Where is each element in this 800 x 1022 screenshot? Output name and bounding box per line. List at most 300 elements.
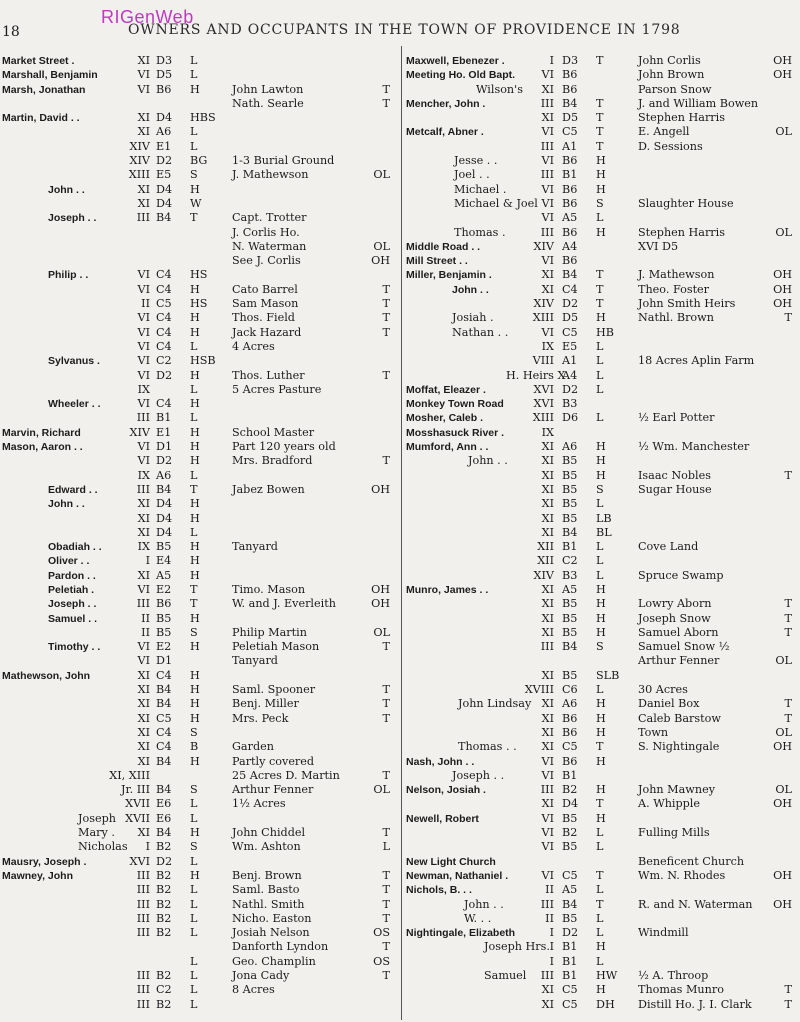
ward-number: XI (137, 754, 150, 768)
record-row (2, 326, 396, 340)
tenure-code: OH (371, 482, 390, 496)
plat-reference: A4 (562, 368, 578, 382)
occupant-name: Caleb Barstow (638, 711, 721, 725)
owner-name: Nelson, Josiah . (406, 784, 486, 797)
property-type: H (190, 182, 200, 196)
plat-reference: B4 (156, 482, 172, 496)
ward-number: VI (541, 254, 554, 268)
property-type: H (190, 82, 200, 96)
property-type: T (596, 125, 604, 139)
property-type: B (190, 740, 199, 754)
property-type: H (190, 683, 200, 697)
property-type: H (596, 697, 606, 711)
ward-number: IX (541, 425, 554, 439)
tenure-code: T (784, 597, 792, 611)
occupant-name: Capt. Trotter (232, 211, 307, 225)
property-type: HSB (190, 354, 216, 368)
property-type: H (190, 611, 200, 625)
owner-name: Martin, David . . (2, 112, 80, 125)
tenure-code: OL (373, 625, 390, 639)
ward-number: VI (541, 196, 554, 210)
plat-reference: B3 (562, 568, 578, 582)
tenure-code: T (382, 697, 390, 711)
record-row (406, 369, 798, 383)
record-row (2, 226, 396, 240)
ward-number: XII (537, 540, 554, 554)
record-row (406, 154, 798, 168)
occupant-name: Joseph Snow (638, 611, 711, 625)
occupant-name: Cato Barrel (232, 282, 298, 296)
property-type: W (190, 196, 202, 210)
ward-number: VI (541, 182, 554, 196)
occupant-name: Wm. Ashton (232, 840, 301, 854)
owner-name: Mosshasuck River . (406, 426, 505, 439)
record-row (2, 540, 396, 554)
owner-name: Joseph . . (48, 598, 97, 611)
ward-number: VI (541, 811, 554, 825)
property-type: L (596, 211, 604, 225)
plat-reference: E4 (156, 554, 172, 568)
plat-reference: B5 (156, 625, 172, 639)
record-row (406, 354, 798, 368)
owner-name: Timothy . . (48, 641, 101, 654)
ward-number: XVII (125, 811, 150, 825)
plat-reference: B5 (562, 454, 578, 468)
occupant-name: John Brown (638, 68, 705, 82)
record-row (406, 626, 798, 640)
owner-name: Moffat, Eleazer . (406, 383, 486, 396)
occupant-name: John Mawney (638, 783, 716, 797)
property-type: L (190, 139, 198, 153)
owner-name: Metcalf, Abner . (406, 126, 484, 139)
record-row (406, 483, 798, 497)
property-type: L (190, 897, 198, 911)
property-type: H (596, 454, 606, 468)
ward-number: I (549, 926, 554, 940)
ward-number: XI (137, 683, 150, 697)
plat-reference: B5 (562, 611, 578, 625)
property-type: T (190, 582, 198, 596)
owner-name: Samuel . . (48, 612, 98, 625)
ward-number: VIII (532, 354, 554, 368)
plat-reference: B6 (562, 182, 578, 196)
plat-reference: C4 (156, 325, 172, 339)
occupant-name: Benj. Brown (232, 868, 302, 882)
plat-reference: D3 (562, 54, 579, 67)
ward-number: II (141, 297, 150, 311)
property-type: T (596, 797, 604, 811)
record-row (406, 111, 798, 125)
plat-reference: B5 (562, 840, 578, 854)
occupant-name: Windmill (638, 926, 689, 940)
plat-reference: D2 (562, 297, 579, 311)
property-type: H (596, 468, 606, 482)
ward-number: XI (137, 511, 150, 525)
plat-reference: B2 (156, 969, 172, 982)
ward-number: III (540, 640, 554, 654)
tenure-code: T (784, 611, 792, 625)
property-type: T (190, 482, 198, 496)
record-row (2, 983, 396, 997)
tenure-code: OH (371, 582, 390, 596)
ward-number: XI (541, 482, 554, 496)
ward-number: XI (541, 668, 554, 682)
property-type: T (596, 139, 604, 153)
ward-number: VI (541, 768, 554, 782)
ward-number: XVII (125, 797, 150, 811)
tenure-code: T (382, 325, 390, 339)
record-row (2, 283, 396, 297)
property-type: HS (190, 297, 208, 311)
record-row (2, 869, 396, 883)
ward-number: VI (137, 582, 150, 596)
property-type: L (190, 468, 198, 482)
property-type: H (190, 754, 200, 768)
tenure-code: T (784, 697, 792, 711)
tenure-code: T (382, 768, 390, 782)
record-row (406, 526, 798, 540)
record-row (406, 497, 798, 511)
ward-number: XVIII (524, 683, 554, 697)
property-type: H (596, 611, 606, 625)
ward-number: VI (137, 354, 150, 368)
owner-name: Mary . (78, 826, 115, 840)
occupant-name: Slaughter House (638, 196, 734, 210)
plat-reference: C4 (156, 268, 172, 282)
plat-reference: D4 (156, 196, 173, 210)
owner-name: Michael & Joel (454, 196, 538, 210)
record-row (406, 211, 798, 225)
plat-reference: B2 (156, 883, 172, 897)
plat-reference: C6 (562, 683, 578, 697)
owner-name: Miller, Benjamin . (406, 269, 492, 282)
plat-reference: B2 (156, 997, 172, 1011)
tenure-code: OL (373, 168, 390, 182)
ward-number: XIV (129, 139, 150, 153)
record-row (2, 369, 396, 383)
tenure-code: OL (775, 654, 792, 668)
record-row (406, 383, 798, 397)
plat-reference: C5 (562, 997, 578, 1011)
property-type: L (596, 954, 604, 968)
plat-reference: A5 (562, 582, 578, 596)
property-type: H (190, 711, 200, 725)
tenure-code: OL (373, 239, 390, 253)
occupant-name: J. and William Bowen (638, 96, 759, 110)
plat-reference: B1 (156, 411, 172, 425)
owner-name: Newman, Nathaniel . (406, 869, 509, 882)
plat-reference: D4 (156, 182, 173, 196)
ward-number: XI (137, 125, 150, 139)
owner-name: Marvin, Richard (2, 426, 81, 439)
tenure-code: T (382, 640, 390, 654)
owner-name: Nathan . . (452, 325, 509, 339)
occupant-name: 25 Acres D. Martin (232, 768, 340, 782)
record-row (406, 712, 798, 726)
ward-number: VI (541, 211, 554, 225)
ward-number: I (549, 954, 554, 968)
tenure-code: OS (373, 954, 390, 968)
occupant-name: Stephen Harris (638, 225, 725, 239)
occupant-name: Town (638, 725, 669, 739)
record-row (2, 654, 396, 668)
plat-reference: D5 (156, 68, 173, 82)
plat-reference: D2 (156, 454, 173, 468)
tenure-code: L (382, 840, 390, 854)
record-row (2, 812, 396, 826)
record-row (2, 140, 396, 154)
ward-number: XIV (533, 568, 554, 582)
property-type: S (596, 196, 604, 210)
plat-reference: A4 (562, 239, 578, 253)
ward-number: III (540, 225, 554, 239)
owner-name: Peletiah . (48, 583, 95, 596)
property-type: L (190, 411, 198, 425)
tenure-code: OH (773, 54, 792, 67)
property-type: L (596, 911, 604, 925)
plat-reference: B5 (562, 482, 578, 496)
owner-name: Mathewson, John (2, 669, 91, 682)
property-type: H (190, 868, 200, 882)
property-type: H (596, 625, 606, 639)
property-type: T (596, 740, 604, 754)
occupant-name: Fulling Mills (638, 826, 710, 840)
tenure-code: T (784, 625, 792, 639)
record-row (2, 183, 396, 197)
property-type: H (190, 454, 200, 468)
owner-name: Mason, Aaron . . (2, 441, 83, 454)
record-row (2, 97, 396, 111)
property-type: S (190, 625, 198, 639)
occupant-name: D. Sessions (638, 139, 703, 153)
occupant-name: Samuel Snow ½ (638, 640, 730, 654)
page-number: 18 (2, 24, 20, 40)
plat-reference: D2 (562, 382, 579, 396)
tenure-code: OH (773, 282, 792, 296)
ward-number: VI (541, 840, 554, 854)
owner-name: Sylvanus . (48, 355, 100, 368)
owner-name: Nightingale, Elizabeth (406, 927, 516, 940)
owner-name: Marshall, Benjamin (2, 69, 98, 82)
owner-name: New Light Church (406, 855, 496, 868)
plat-reference: C5 (562, 983, 578, 997)
plat-reference: D6 (562, 411, 579, 425)
tenure-code: OH (773, 297, 792, 311)
plat-reference: D2 (562, 926, 579, 940)
owner-name: John . . (48, 498, 85, 511)
ward-number: XVI (129, 854, 150, 868)
record-row (406, 97, 798, 111)
plat-reference: E2 (156, 640, 172, 654)
plat-reference: C5 (562, 740, 578, 754)
record-row (2, 440, 396, 454)
property-type: H (190, 640, 200, 654)
property-type: L (190, 811, 198, 825)
occupant-name: Parson Snow (638, 82, 712, 96)
ward-number: III (136, 211, 150, 225)
ward-number: III (136, 997, 150, 1011)
plat-reference: B3 (562, 397, 578, 411)
property-type: H (596, 182, 606, 196)
tenure-code: T (382, 82, 390, 96)
owner-name: Nicholas (78, 840, 128, 854)
property-type: H (596, 225, 606, 239)
property-type: H (190, 540, 200, 554)
plat-reference: B6 (562, 754, 578, 768)
plat-reference: D2 (156, 154, 173, 168)
occupant-name: W. and J. Everleith (232, 597, 336, 611)
ward-number: XI (137, 740, 150, 754)
record-row (406, 283, 798, 297)
property-type: L (596, 826, 604, 840)
occupant-name: Arthur Fenner (638, 654, 720, 668)
tenure-code: T (784, 311, 792, 325)
ward-number: XI (137, 697, 150, 711)
plat-reference: B5 (562, 468, 578, 482)
tenure-code: T (382, 826, 390, 840)
occupant-name: Cove Land (638, 540, 699, 554)
record-row (2, 783, 396, 797)
ward-number: XI (541, 997, 554, 1011)
plat-reference: C5 (562, 325, 578, 339)
ward-number: VI (137, 311, 150, 325)
record-row (406, 83, 798, 97)
property-type: L (596, 411, 604, 425)
plat-reference: C4 (156, 311, 172, 325)
occupant-name: A. Whipple (638, 797, 700, 811)
plat-reference: D1 (156, 440, 173, 454)
ward-number: I (145, 554, 150, 568)
property-type: L (596, 568, 604, 582)
owner-name: Mill Street . . (406, 255, 468, 268)
occupant-name: Daniel Box (638, 697, 700, 711)
property-type: HBS (190, 111, 216, 125)
plat-reference: A6 (562, 697, 578, 711)
ward-number: XI (541, 740, 554, 754)
tenure-code: T (382, 683, 390, 697)
ward-number: VI (137, 454, 150, 468)
ward-number: IX (541, 339, 554, 353)
property-type: L (190, 68, 198, 82)
record-row (2, 497, 396, 511)
plat-reference: B5 (156, 540, 172, 554)
occupant-name: Jack Hazard (232, 325, 302, 339)
property-type: L (190, 997, 198, 1011)
owner-name: W. . . (464, 911, 492, 925)
owner-name: John . . (452, 283, 489, 296)
occupant-name: 4 Acres (232, 339, 275, 353)
owner-name: Edward . . (48, 483, 98, 496)
property-type: L (596, 497, 604, 511)
property-type: T (596, 96, 604, 110)
record-row (406, 183, 798, 197)
occupant-name: See J. Corlis (232, 254, 301, 268)
occupant-name: Part 120 years old (232, 440, 336, 454)
occupant-name: Peletiah Mason (232, 640, 320, 654)
record-row (2, 683, 396, 697)
record-row (406, 612, 798, 626)
ward-number: III (136, 983, 150, 997)
property-type: L (190, 911, 198, 925)
property-type: L (596, 883, 604, 897)
plat-reference: D4 (156, 511, 173, 525)
occupant-name: 1½ Acres (232, 797, 286, 811)
ward-number: VI (541, 68, 554, 82)
ward-number: III (136, 868, 150, 882)
record-row (406, 569, 798, 583)
property-type: L (190, 382, 198, 396)
ward-number: VI (137, 654, 150, 668)
property-type: L (596, 339, 604, 353)
plat-reference: B6 (562, 225, 578, 239)
property-type: DH (596, 997, 615, 1011)
plat-reference: B4 (156, 754, 172, 768)
record-row (2, 111, 396, 125)
ward-number: XI (541, 468, 554, 482)
record-row (406, 311, 798, 325)
plat-reference: E5 (156, 168, 172, 182)
ward-number: VI (137, 282, 150, 296)
record-row (2, 411, 396, 425)
property-type: H (596, 168, 606, 182)
ward-number: III (136, 883, 150, 897)
record-row (2, 168, 396, 182)
property-type: H (190, 568, 200, 582)
ward-number: III (540, 96, 554, 110)
occupant-name: Sugar House (638, 482, 712, 496)
owner-name: John . . (468, 454, 508, 468)
property-type: L (190, 926, 198, 940)
occupant-name: John Chiddel (232, 826, 306, 840)
plat-reference: C5 (156, 297, 172, 311)
occupant-name: Saml. Spooner (232, 683, 316, 697)
ward-number: XI (137, 111, 150, 125)
property-type: L (596, 368, 604, 382)
plat-reference: E5 (562, 339, 578, 353)
ward-number: III (136, 911, 150, 925)
owner-name: Wilson's (476, 82, 523, 96)
ward-number: XI (541, 82, 554, 96)
plat-reference: B1 (562, 940, 578, 954)
ward-number: VI (137, 397, 150, 411)
record-row (2, 640, 396, 654)
record-row (2, 697, 396, 711)
plat-reference: B4 (562, 268, 578, 282)
plat-reference: B4 (156, 697, 172, 711)
record-row (406, 840, 798, 854)
ward-number: III (540, 139, 554, 153)
record-row (406, 297, 798, 311)
tenure-code: OL (775, 225, 792, 239)
record-row (406, 540, 798, 554)
record-row (406, 597, 798, 611)
ward-number: VI (137, 440, 150, 454)
record-row (2, 855, 396, 869)
record-row (406, 797, 798, 811)
ward-number: VI (541, 325, 554, 339)
owner-name: Thomas . (454, 225, 506, 239)
ward-number: XI (137, 826, 150, 840)
record-row (2, 483, 396, 497)
ward-number: IX (137, 540, 150, 554)
plat-reference: B1 (562, 954, 578, 968)
property-type: L (190, 969, 198, 982)
owner-name: Samuel (484, 969, 527, 982)
ward-number: VI (137, 268, 150, 282)
owner-name: Mumford, Ann . . (406, 441, 489, 454)
record-row (406, 826, 798, 840)
right-column (406, 54, 798, 1012)
